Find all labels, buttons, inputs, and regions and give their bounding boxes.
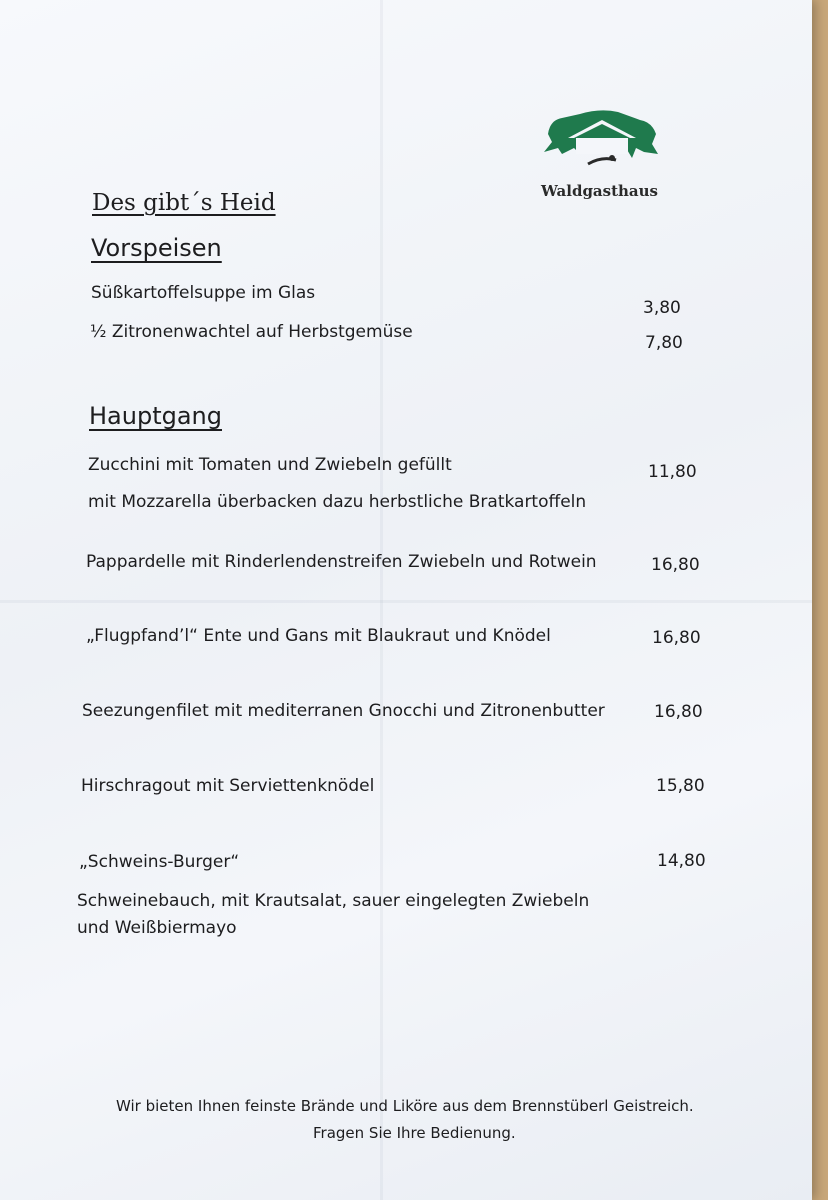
menu-item-name: „Flugpfand’l“ Ente und Gans mit Blaukraut und Knödel xyxy=(86,626,551,646)
menu-item-price: 11,80 xyxy=(648,462,697,482)
menu-item-price: 16,80 xyxy=(652,628,701,648)
menu-title: Des gibt´s Heid xyxy=(92,190,276,216)
menu-item-price: 3,80 xyxy=(643,298,681,318)
menu-item-name: Seezungenfilet mit mediterranen Gnocchi und Zitronenbutter xyxy=(82,701,605,721)
menu-item-name: Hirschragout mit Serviettenknödel xyxy=(81,776,375,796)
menu-item-description: und Weißbiermayo xyxy=(77,918,237,938)
menu-item-description: Schweinebauch, mit Krautsalat, sauer eingelegten Zwiebeln xyxy=(77,891,590,911)
menu-item-price: 14,80 xyxy=(657,851,706,871)
menu-item-price: 7,80 xyxy=(645,333,683,353)
footer-note: Fragen Sie Ihre Bedienung. xyxy=(313,1124,516,1142)
menu-item-price: 15,80 xyxy=(656,776,705,796)
menu-item-price: 16,80 xyxy=(654,702,703,722)
section-heading-vorspeisen: Vorspeisen xyxy=(91,234,222,262)
menu-item-description: mit Mozzarella überbacken dazu herbstliche Bratkartoffeln xyxy=(88,492,587,512)
menu-item-price: 16,80 xyxy=(651,555,700,575)
forest-house-logo-icon xyxy=(540,108,665,168)
logo xyxy=(540,108,665,168)
menu-item-name: Pappardelle mit Rinderlendenstreifen Zwiebeln und Rotwein xyxy=(86,552,597,572)
paper-crease xyxy=(0,600,812,603)
section-heading-hauptgang: Hauptgang xyxy=(89,402,222,430)
footer-note: Wir bieten Ihnen feinste Brände und Liköre aus dem Brennstüberl Geistreich. xyxy=(116,1097,694,1115)
menu-item-name: ½ Zitronenwachtel auf Herbstgemüse xyxy=(90,322,413,342)
menu-item-name: Süßkartoffelsuppe im Glas xyxy=(91,283,316,303)
menu-item-name: „Schweins-Burger“ xyxy=(79,852,240,872)
logo-text: Waldgasthaus xyxy=(541,182,659,200)
menu-item-name: Zucchini mit Tomaten und Zwiebeln gefüllt xyxy=(88,455,452,475)
